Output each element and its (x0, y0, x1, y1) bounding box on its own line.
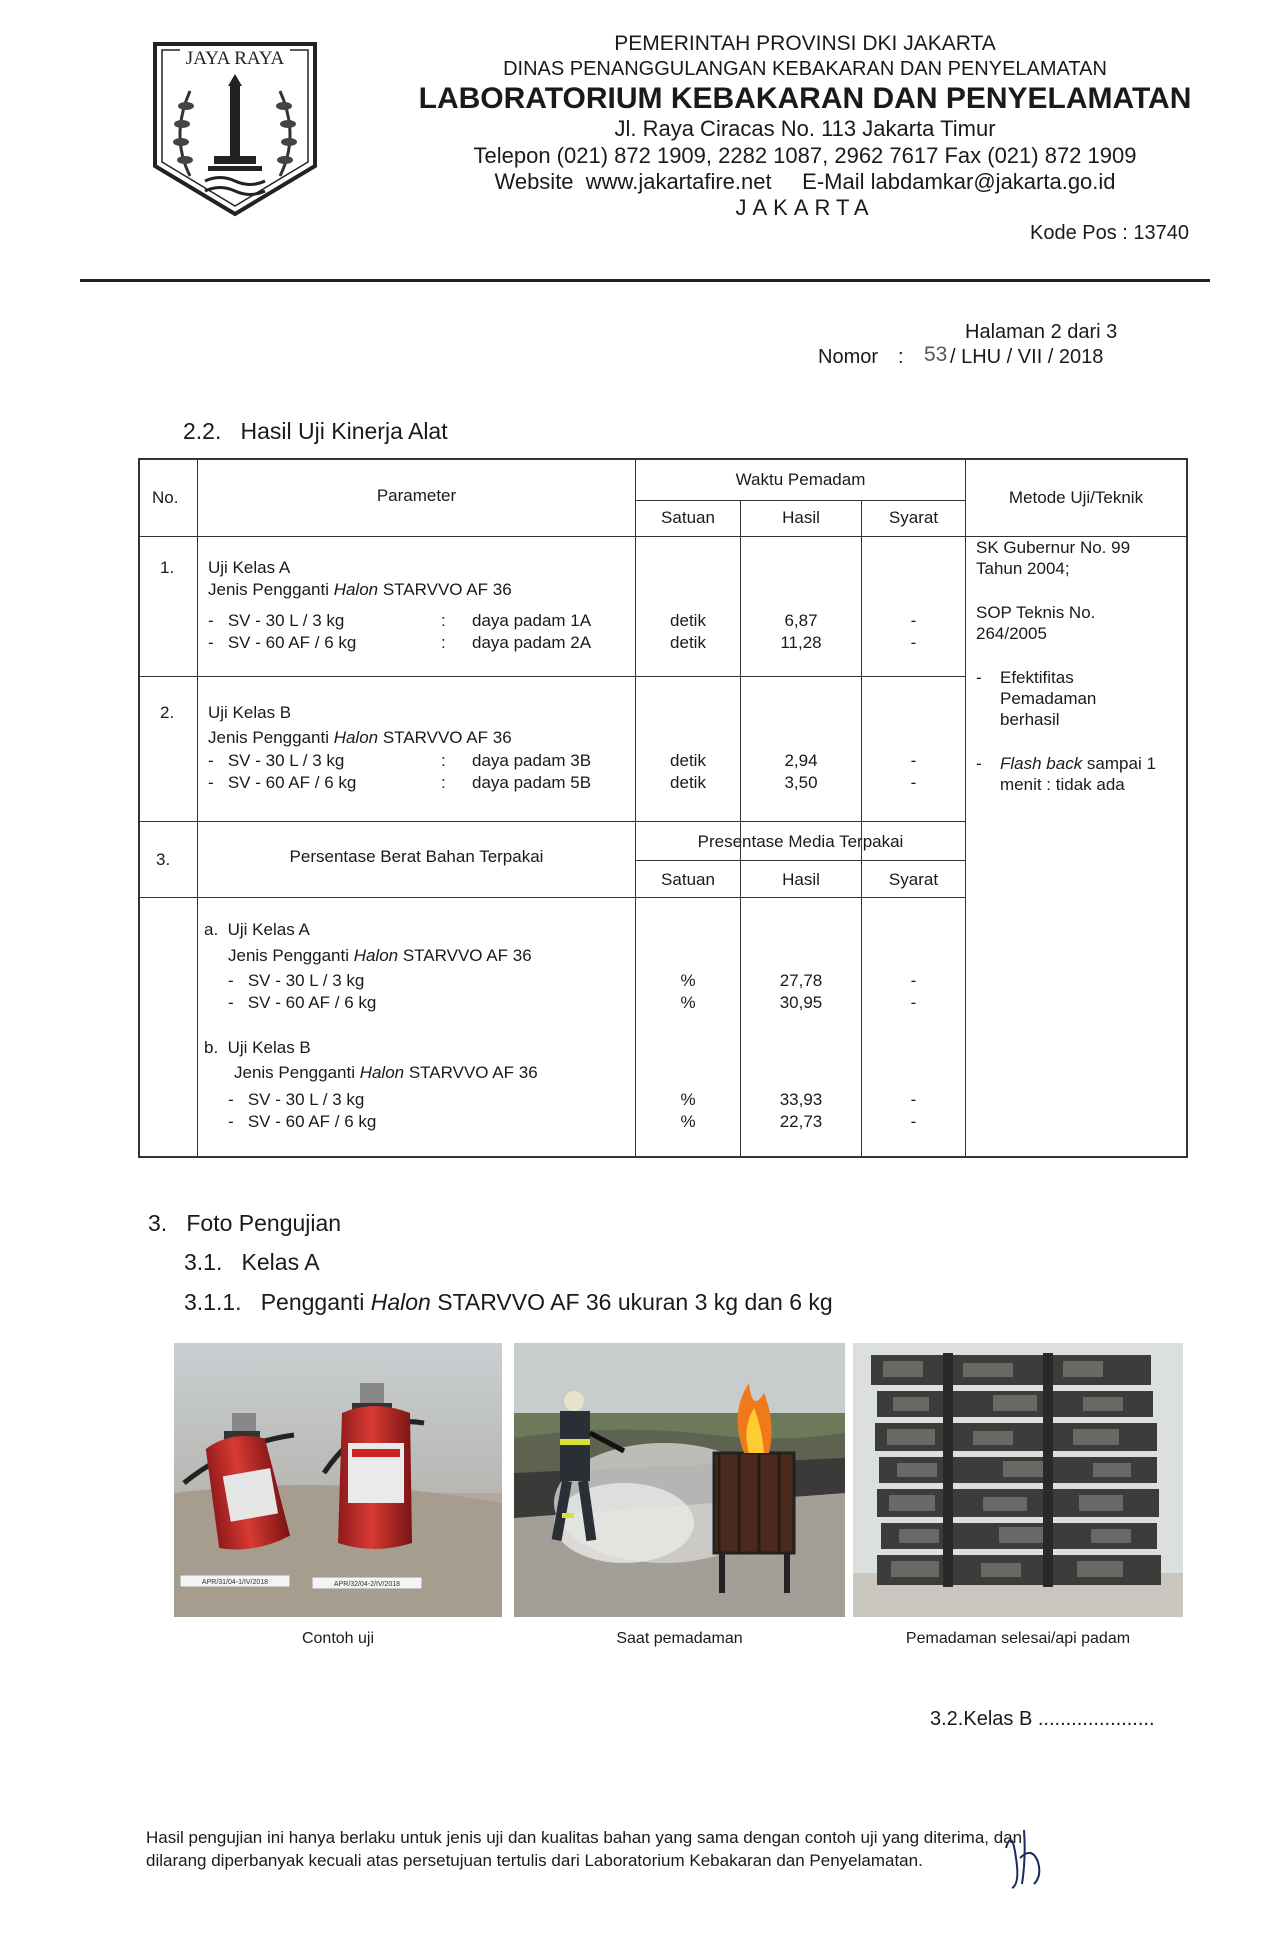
caption-test-sample: Contoh uji (301, 1630, 375, 1647)
row2-item-b-syarat: - (910, 773, 917, 792)
logo-text: JAYA RAYA (185, 48, 285, 69)
col-header-syarat: Syarat (888, 508, 939, 527)
row2-item-a: - SV - 30 L / 3 kg (208, 751, 345, 770)
row1-item-b: - SV - 60 AF / 6 kg (208, 633, 357, 652)
header-address: Jl. Raya Ciracas No. 113 Jakarta Timur (614, 116, 996, 141)
caption-fire-out: Pemadaman selesai/api padam (905, 1630, 1131, 1647)
row2-item-b-satuan: detik (670, 773, 706, 792)
results-table (138, 458, 1188, 1158)
row2-item-b-value: daya padam 5B (472, 773, 592, 792)
row2-item-b: - SV - 60 AF / 6 kg (208, 773, 357, 792)
row2-item-a-value: daya padam 3B (472, 751, 592, 770)
row1-jenis: Jenis Pengganti Halon STARVVO AF 36 (208, 580, 512, 599)
metode-line-5: Efektifitas (1000, 668, 1074, 687)
nomor-reference: / LHU / VII / 2018 (950, 346, 1104, 368)
nomor-colon: : (898, 346, 904, 368)
row3a-item-1-satuan: % (680, 971, 696, 990)
col-header-waktu: Waktu Pemadam (735, 470, 866, 489)
header-phone: Telepon (021) 872 1909, 2282 1087, 2962 7617 Fax (021) 872 1909 (473, 143, 1137, 168)
row3a-item-2: - SV - 60 AF / 6 kg (228, 993, 377, 1012)
row1-item-a-syarat: - (910, 611, 917, 630)
caption-extinguishing: Saat pemadaman (616, 1630, 743, 1647)
col-header-no: No. (152, 488, 179, 507)
row3a-jenis: Jenis Pengganti Halon STARVVO AF 36 (228, 946, 532, 965)
metode-line-4: 264/2005 (976, 624, 1047, 643)
row2-item-a-hasil: 2,94 (784, 751, 818, 770)
jaya-raya-logo (150, 36, 320, 218)
row1-title: Uji Kelas A (208, 558, 291, 577)
initial-signature (998, 1818, 1058, 1890)
metode-line-1: SK Gubernur No. 99 (976, 538, 1131, 557)
row1-item-b-colon: : (441, 633, 446, 652)
row3b-item-1: - SV - 30 L / 3 kg (228, 1090, 365, 1109)
header-website-email: Website www.jakartafire.net E-Mail labdamkar@jakarta.go.id (494, 169, 1116, 194)
metode-dash-2: - (976, 754, 982, 773)
row1-item-b-satuan: detik (670, 633, 706, 652)
row2-item-b-colon: : (441, 773, 446, 792)
row3b-item-1-syarat: - (910, 1090, 917, 1109)
row2-item-a-colon: : (441, 751, 446, 770)
row2-item-a-satuan: detik (670, 751, 706, 770)
photo-fire-out (853, 1343, 1183, 1617)
row1-item-a-hasil: 6,87 (784, 611, 818, 630)
col-header-satuan: Satuan (661, 508, 715, 527)
header-city: JAKARTA (735, 195, 875, 220)
col-header-parameter: Parameter (376, 486, 457, 505)
photo-label-1: APR/31/04-1/IV/2018 (201, 1579, 269, 1586)
metode-dash-1: - (976, 668, 982, 687)
nomor-number: 53 (924, 343, 948, 366)
metode-line-7: berhasil (1000, 710, 1060, 729)
row2-jenis: Jenis Pengganti Halon STARVVO AF 36 (208, 728, 512, 747)
row3a-item-1-syarat: - (910, 971, 917, 990)
photo-extinguishing (514, 1343, 845, 1617)
postal-code: Kode Pos : 13740 (1029, 222, 1189, 244)
row1-no: 1. (160, 558, 175, 577)
row2-title: Uji Kelas B (208, 703, 292, 722)
header-laboratory: LABORATORIUM KEBAKARAN DAN PENYELAMATAN (418, 82, 1192, 115)
row3-header-satuan: Satuan (661, 870, 715, 889)
row2-item-a-syarat: - (910, 751, 917, 770)
row3b-item-2-satuan: % (680, 1112, 696, 1131)
row3b-item-2: - SV - 60 AF / 6 kg (228, 1112, 377, 1131)
section-2-2-title: 2.2. Hasil Uji Kinerja Alat (183, 418, 448, 444)
row1-item-a-value: daya padam 1A (472, 611, 592, 630)
metode-line-9: menit : tidak ada (1000, 775, 1125, 794)
metode-line-2: Tahun 2004; (976, 559, 1070, 578)
header-government: PEMERINTAH PROVINSI DKI JAKARTA (614, 32, 996, 55)
row2-no: 2. (160, 703, 175, 722)
section-3-2-title: 3.2.Kelas B ..................... (930, 1708, 1155, 1730)
row3-parameter: Persentase Berat Bahan Terpakai (289, 847, 544, 866)
row3a-item-2-satuan: % (680, 993, 696, 1012)
metode-line-8: Flash back sampai 1 (1000, 754, 1156, 773)
footer-disclaimer-line-1: Hasil pengujian ini hanya berlaku untuk jenis uji dan kualitas bahan yang sama dengan contoh uji yang diterima, dan (146, 1828, 1023, 1847)
section-3-1-1-title: 3.1.1. Pengganti Halon STARVVO AF 36 ukuran 3 kg dan 6 kg (184, 1289, 833, 1315)
row3b-item-1-hasil: 33,93 (779, 1090, 823, 1109)
photo-label-2: APR/32/04-2/IV/2018 (333, 1581, 401, 1588)
row3b-jenis: Jenis Pengganti Halon STARVVO AF 36 (234, 1063, 538, 1082)
page-number: Halaman 2 dari 3 (965, 321, 1118, 343)
col-header-metode: Metode Uji/Teknik (1008, 488, 1144, 507)
row3b-item-2-syarat: - (910, 1112, 917, 1131)
row1-item-a-colon: : (441, 611, 446, 630)
row3a-item-2-hasil: 30,95 (779, 993, 823, 1012)
row2-item-b-hasil: 3,50 (784, 773, 818, 792)
row3a-item-1-hasil: 27,78 (779, 971, 823, 990)
row1-item-b-hasil: 11,28 (780, 633, 822, 652)
row3-header: Presentase Media Terpakai (697, 832, 904, 851)
header-divider (80, 279, 1210, 282)
row1-item-b-value: daya padam 2A (472, 633, 592, 652)
row1-item-a: - SV - 30 L / 3 kg (208, 611, 345, 630)
section-3-title: 3. Foto Pengujian (148, 1210, 342, 1236)
row3-header-hasil: Hasil (782, 870, 820, 889)
metode-line-3: SOP Teknis No. (976, 603, 1096, 622)
metode-line-6: Pemadaman (1000, 689, 1097, 708)
row3b-item-1-satuan: % (680, 1090, 696, 1109)
header-department: DINAS PENANGGULANGAN KEBAKARAN DAN PENYELAMATAN (503, 58, 1107, 80)
row3-no: 3. (156, 850, 171, 869)
row1-item-a-satuan: detik (670, 611, 706, 630)
col-header-hasil: Hasil (782, 508, 820, 527)
photo-test-sample (174, 1343, 502, 1617)
row3a-title: a. Uji Kelas A (204, 920, 310, 939)
footer-disclaimer-line-2: dilarang diperbanyak kecuali atas persetujuan tertulis dari Laboratorium Kebakaran dan Penyelamatan. (146, 1851, 923, 1870)
row3a-item-2-syarat: - (910, 993, 917, 1012)
row3b-item-2-hasil: 22,73 (779, 1112, 823, 1131)
section-3-1-title: 3.1. Kelas A (184, 1249, 320, 1275)
row3b-title: b. Uji Kelas B (204, 1038, 311, 1057)
row3a-item-1: - SV - 30 L / 3 kg (228, 971, 365, 990)
nomor-label: Nomor (818, 346, 879, 368)
row1-item-b-syarat: - (910, 633, 917, 652)
row3-header-syarat: Syarat (888, 870, 939, 889)
